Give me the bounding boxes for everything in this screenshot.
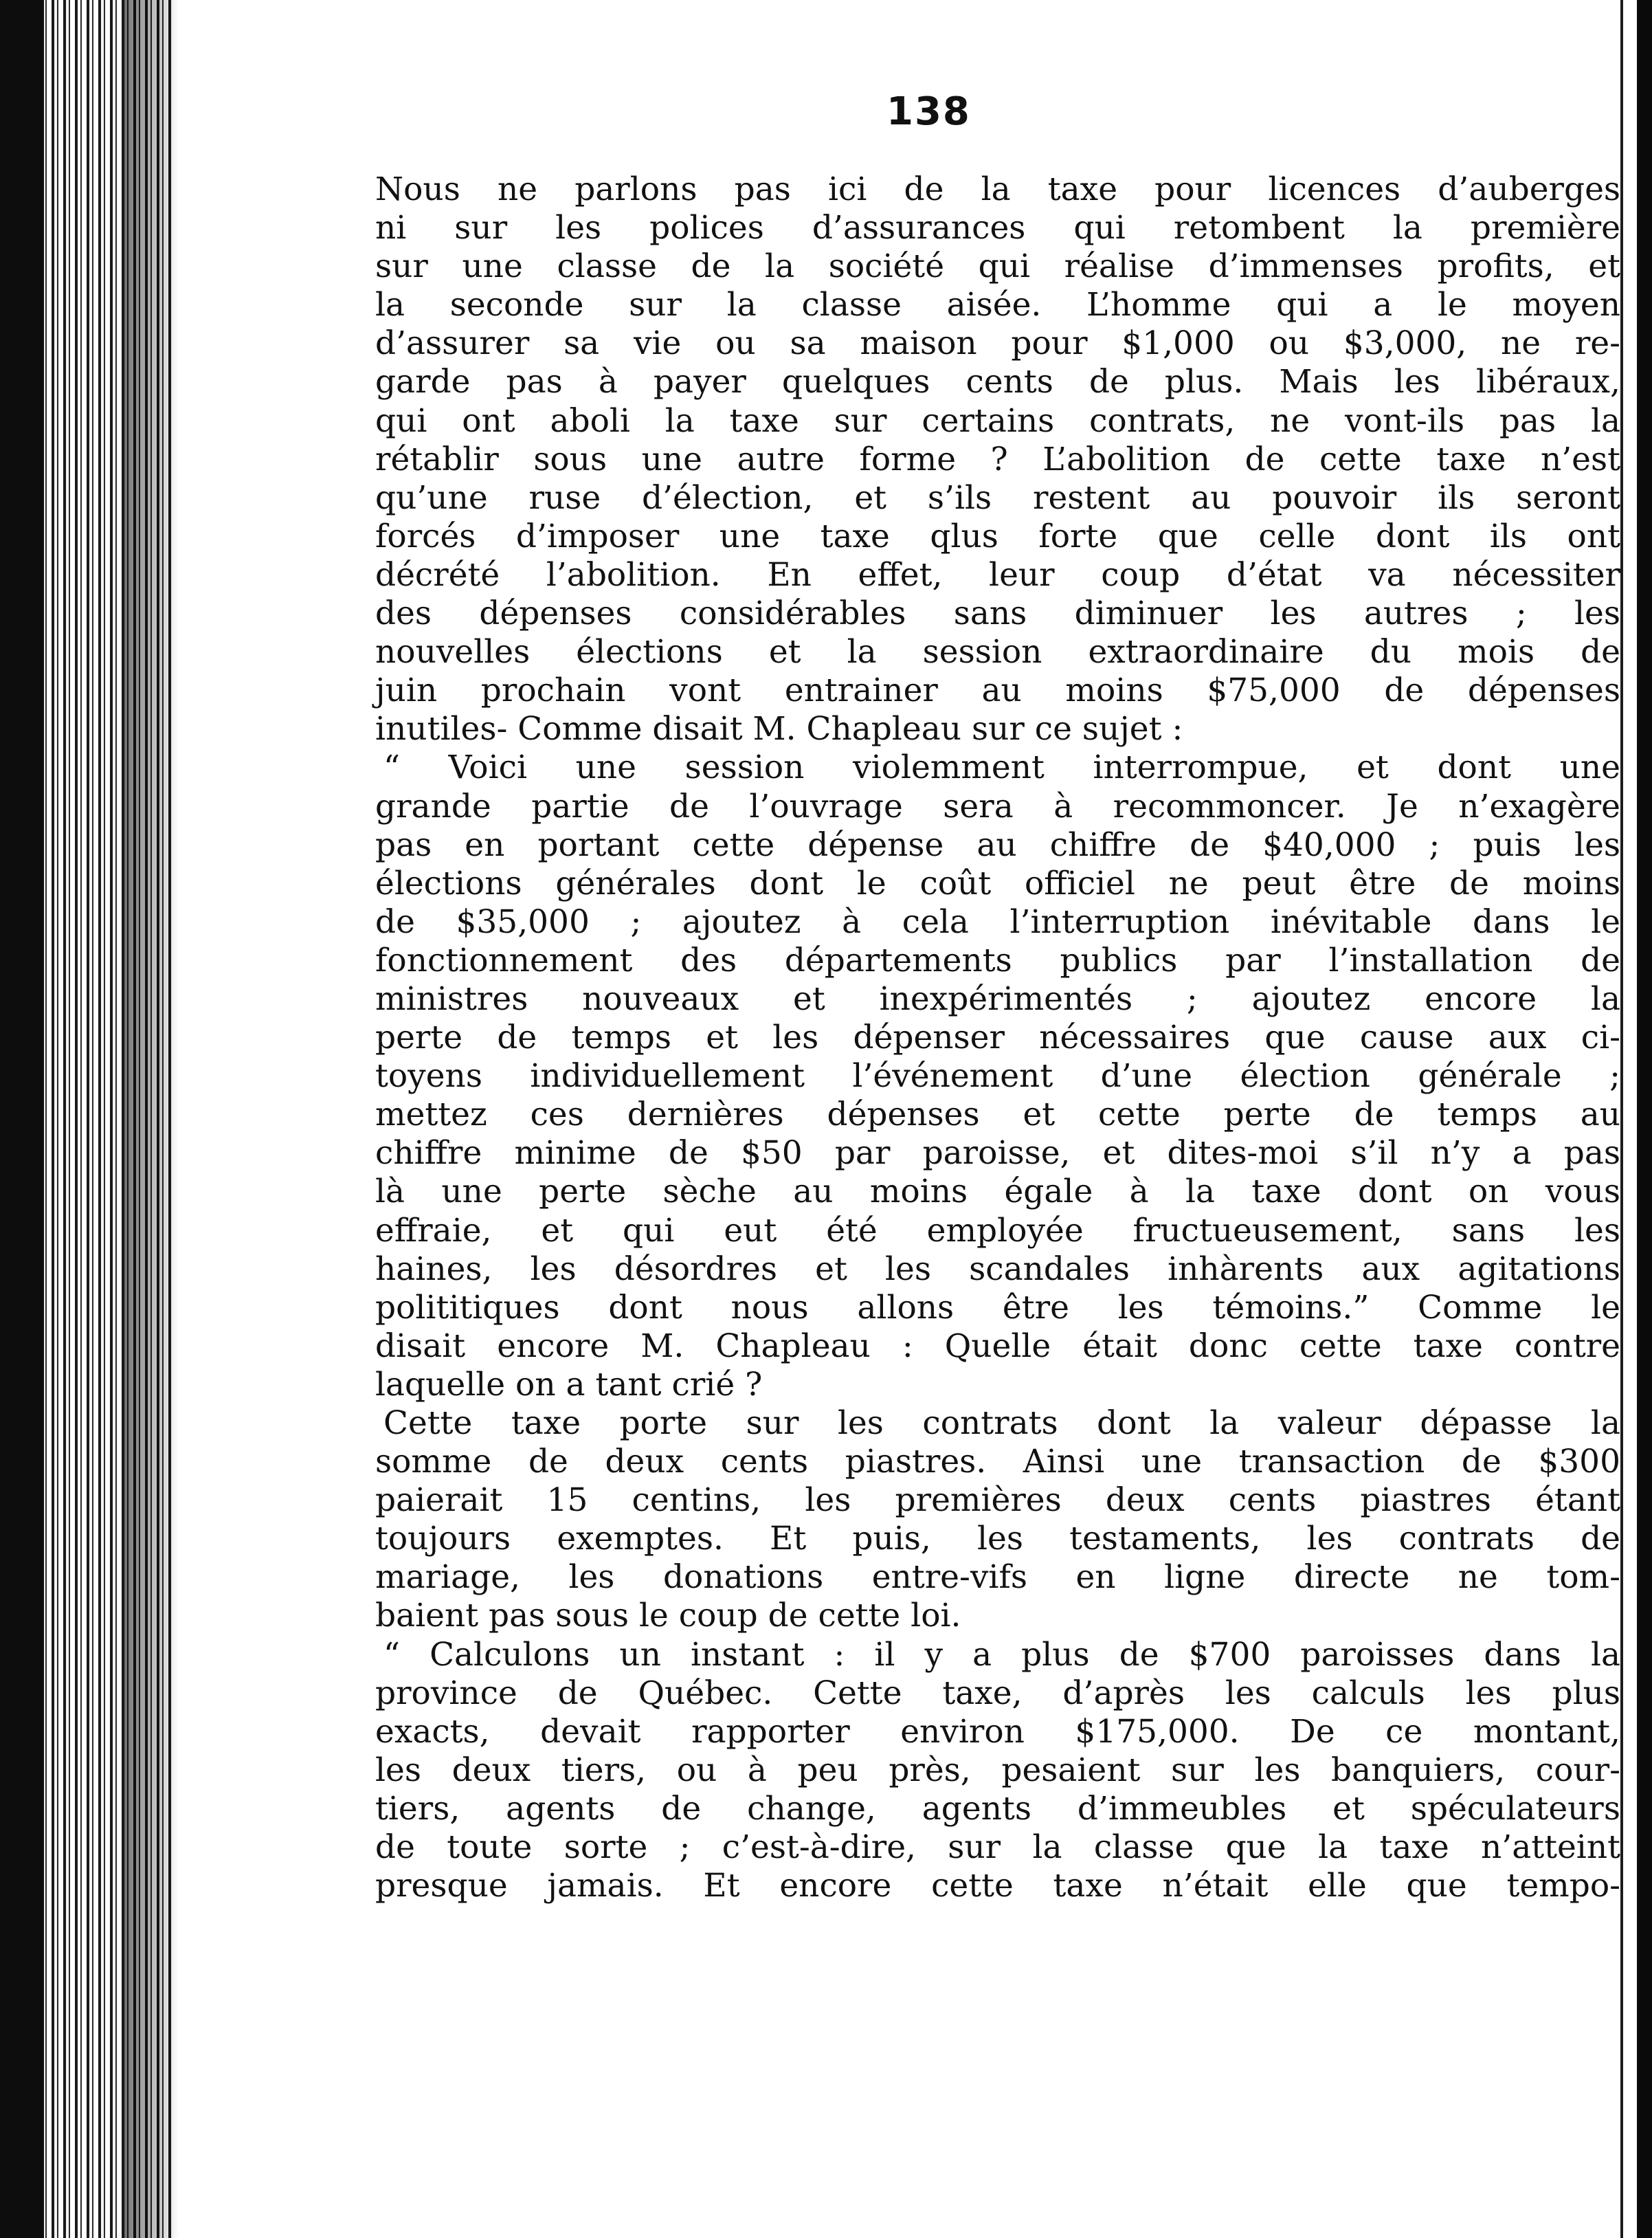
text-line: juin prochain vont entrainer au moins $75,000 de dépenses — [375, 672, 1620, 710]
text-line: mariage, les donations entre-vifs en ligne directe ne tom- — [375, 1558, 1620, 1597]
text-line: disait encore M. Chapleau : Quelle était donc cette taxe contre — [375, 1327, 1620, 1365]
page-margin-gap — [1623, 0, 1637, 2238]
quote-line: “ Voici une session violemment interrompue, et dont une — [383, 749, 1620, 787]
quote-line: toyens individuellement l’événement d’une élection générale ; — [375, 1057, 1620, 1096]
quote-line: effraie, et qui eut été employée fructueusement, sans les — [375, 1211, 1620, 1250]
text-line: somme de deux cents piastres. Ainsi une transaction de $300 — [375, 1443, 1620, 1481]
binding-shadow — [0, 0, 44, 2238]
quote-line: ministres nouveaux et inexpérimentés ; ajoutez encore la — [375, 979, 1620, 1018]
quote-line: perte de temps et les dépenser nécessaires que cause aux ci- — [375, 1019, 1620, 1057]
quote-line: tiers, agents de change, agents d’immeubles et spéculateurs — [375, 1789, 1620, 1828]
quote-line: élections générales dont le coût officiel ne peut être de moins — [375, 864, 1620, 902]
text-line: nouvelles élections et la session extraordinaire du mois de — [375, 633, 1620, 672]
text-line: paierait 15 centins, les premières deux cents piastres étant — [375, 1481, 1620, 1520]
quote-line: de toute sorte ; c’est-à-dire, sur la classe que la taxe n’atteint — [375, 1828, 1620, 1867]
page-number: 138 — [886, 89, 971, 134]
text-line: rétablir sous une autre forme ? L’abolition de cette taxe n’est — [375, 440, 1620, 478]
text-line: laquelle on a tant crié ? — [375, 1365, 763, 1404]
document-page — [172, 0, 1620, 2238]
text-line: d’assurer sa vie ou sa maison pour $1,000 ou $3,000, ne re- — [375, 324, 1620, 363]
quote-line: polititiques dont nous allons être les témoins.” Comme le — [375, 1288, 1620, 1327]
text-line: ni sur les polices d’assurances qui retombent la première — [375, 209, 1620, 247]
quote-line: pas en portant cette dépense au chiffre de $40,000 ; puis les — [375, 826, 1620, 864]
text-line: Cette taxe porte sur les contrats dont la valeur dépasse la — [383, 1404, 1620, 1442]
text-line: Nous ne parlons pas ici de la taxe pour licences d’auberges — [375, 170, 1620, 208]
quote-line: mettez ces dernières dépenses et cette perte de temps au — [375, 1096, 1620, 1134]
text-line: sur une classe de la société qui réalise d’immenses profits, et — [375, 247, 1620, 286]
quote-line: là une perte sèche au moins égale à la taxe dont on vous — [375, 1173, 1620, 1211]
quote-line: haines, les désordres et les scandales inhàrents aux agitations — [375, 1250, 1620, 1288]
text-line: inutiles- Comme disait M. Chapleau sur ce sujet : — [375, 710, 1183, 749]
body-text — [375, 170, 1620, 1905]
binding-gradient — [124, 0, 179, 2238]
quote-line: exacts, devait rapporter environ $175,000. De ce montant, — [375, 1712, 1620, 1751]
quote-line: “ Calculons un instant : il y a plus de $700 paroisses dans la — [383, 1635, 1620, 1674]
quote-line: de $35,000 ; ajoutez à cela l’interruption inévitable dans le — [375, 902, 1620, 941]
quote-line: chiffre minime de $50 par paroisse, et dites-moi s’il n’y a pas — [375, 1134, 1620, 1173]
quote-line: les deux tiers, ou à peu près, pesaient sur les banquiers, cour- — [375, 1751, 1620, 1789]
quote-line: grande partie de l’ouvrage sera à recommoncer. Je n’exagère — [375, 787, 1620, 826]
quote-line: fonctionnement des départements publics par l’installation de — [375, 941, 1620, 979]
text-line: des dépenses considérables sans diminuer les autres ; les — [375, 595, 1620, 633]
text-line: la seconde sur la classe aisée. L’homme qui a le moyen — [375, 286, 1620, 324]
text-line: qu’une ruse d’élection, et s’ils restent au pouvoir ils seront — [375, 478, 1620, 517]
text-line: baient pas sous le coup de cette loi. — [375, 1597, 961, 1635]
quote-line: province de Québec. Cette taxe, d’après les calculs les plus — [375, 1674, 1620, 1712]
quote-line: presque jamais. Et encore cette taxe n’était elle que tempo- — [375, 1867, 1620, 1905]
text-line: toujours exemptes. Et puis, les testaments, les contrats de — [375, 1520, 1620, 1558]
text-line: garde pas à payer quelques cents de plus. Mais les libéraux, — [375, 363, 1620, 401]
text-line: qui ont aboli la taxe sur certains contrats, ne vont-ils pas la — [375, 401, 1620, 440]
text-line: décrété l’abolition. En effet, leur coup d’état va nécessiter — [375, 555, 1620, 594]
text-line: forcés d’imposer une taxe qlus forte que celle dont ils ont — [375, 517, 1620, 555]
scan-frame-edge — [1637, 0, 1652, 2238]
